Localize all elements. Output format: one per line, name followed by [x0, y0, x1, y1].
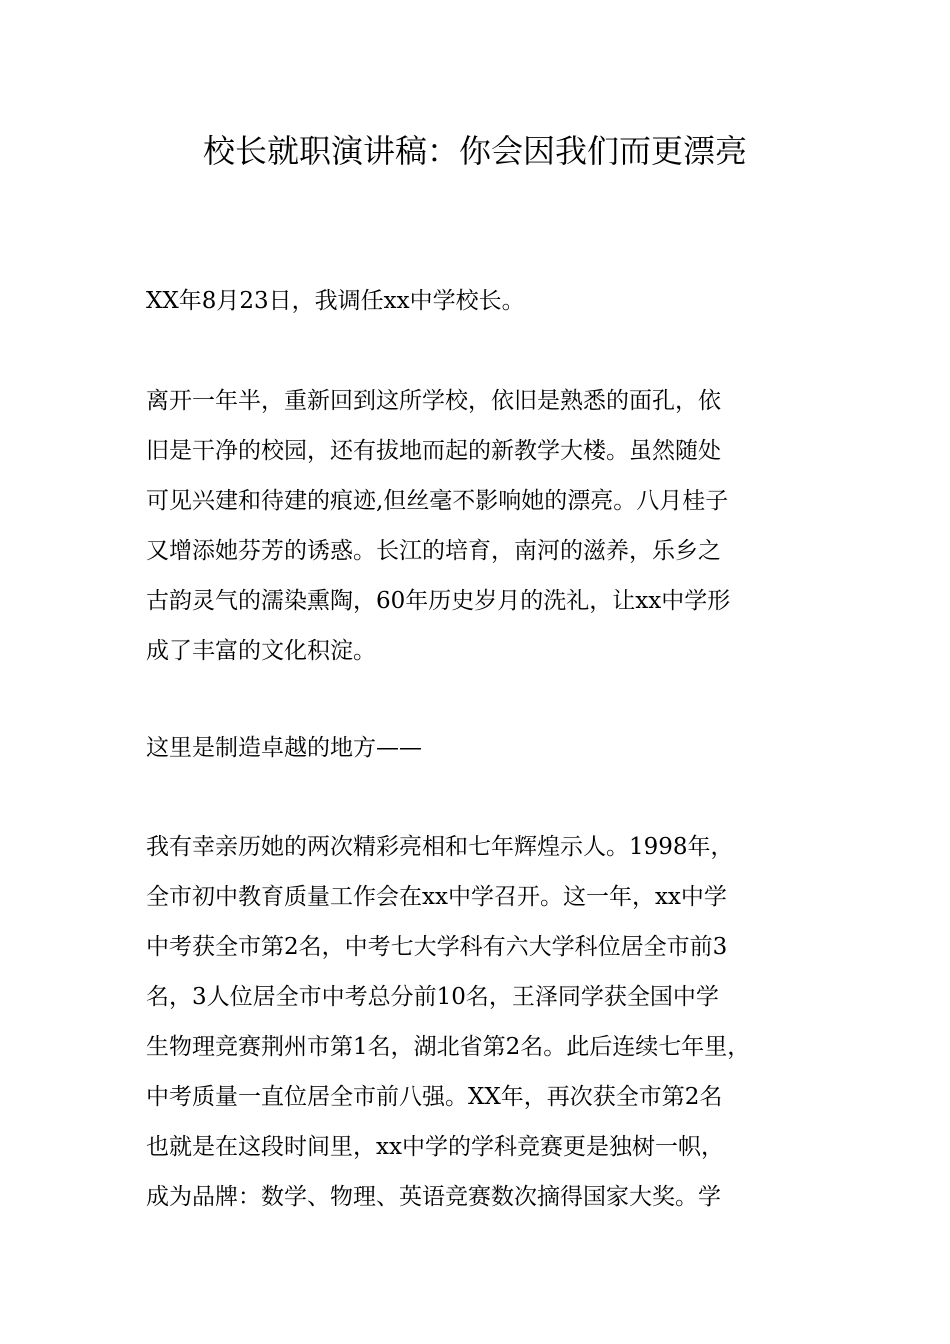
paragraph-2	[146, 376, 836, 676]
paragraph-line: 旧是干净的校园，还有拔地而起的新教学大楼。虽然随处	[146, 438, 721, 464]
paragraph-line: 成为品牌：数学、物理、英语竞赛数次摘得国家大奖。学	[146, 1184, 721, 1210]
paragraph-line: 可见兴建和待建的痕迹,但丝毫不影响她的漂亮。八月桂子	[146, 488, 729, 514]
paragraph-line: 这里是制造卓越的地方——	[146, 735, 422, 761]
paragraph-line: 中考获全市第2名，中考七大学科有六大学科位居全市前3	[146, 934, 728, 960]
paragraph-1	[146, 276, 836, 326]
paragraph-3	[146, 723, 836, 773]
paragraph-line: 成了丰富的文化积淀。	[146, 638, 376, 664]
paragraph-line: 我有幸亲历她的两次精彩亮相和七年辉煌示人。1998年，	[146, 834, 734, 860]
paragraph-line: 古韵灵气的濡染熏陶，60年历史岁月的洗礼，让xx中学形	[146, 588, 731, 614]
document-title: 校长就职演讲稿：你会因我们而更漂亮	[202, 132, 747, 170]
paragraph-line: 中考质量一直位居全市前八强。XX年，再次获全市第2名	[146, 1084, 723, 1110]
paragraph-line: XX年8月23日，我调任xx中学校长。	[146, 288, 525, 314]
paragraph-line: 名，3人位居全市中考总分前10名，王泽同学获全国中学	[146, 984, 719, 1010]
paragraph-line: 全市初中教育质量工作会在xx中学召开。这一年，xx中学	[146, 884, 727, 910]
paragraph-line: 离开一年半，重新回到这所学校，依旧是熟悉的面孔，依	[146, 388, 721, 414]
paragraph-line: 生物理竞赛荆州市第1名，湖北省第2名。此后连续七年里，	[146, 1034, 751, 1060]
paragraph-line: 又增添她芬芳的诱惑。长江的培育，南河的滋养，乐乡之	[146, 538, 721, 564]
paragraph-4	[146, 822, 836, 1222]
paragraph-line: 也就是在这段时间里，xx中学的学科竞赛更是独树一帜，	[146, 1134, 724, 1160]
